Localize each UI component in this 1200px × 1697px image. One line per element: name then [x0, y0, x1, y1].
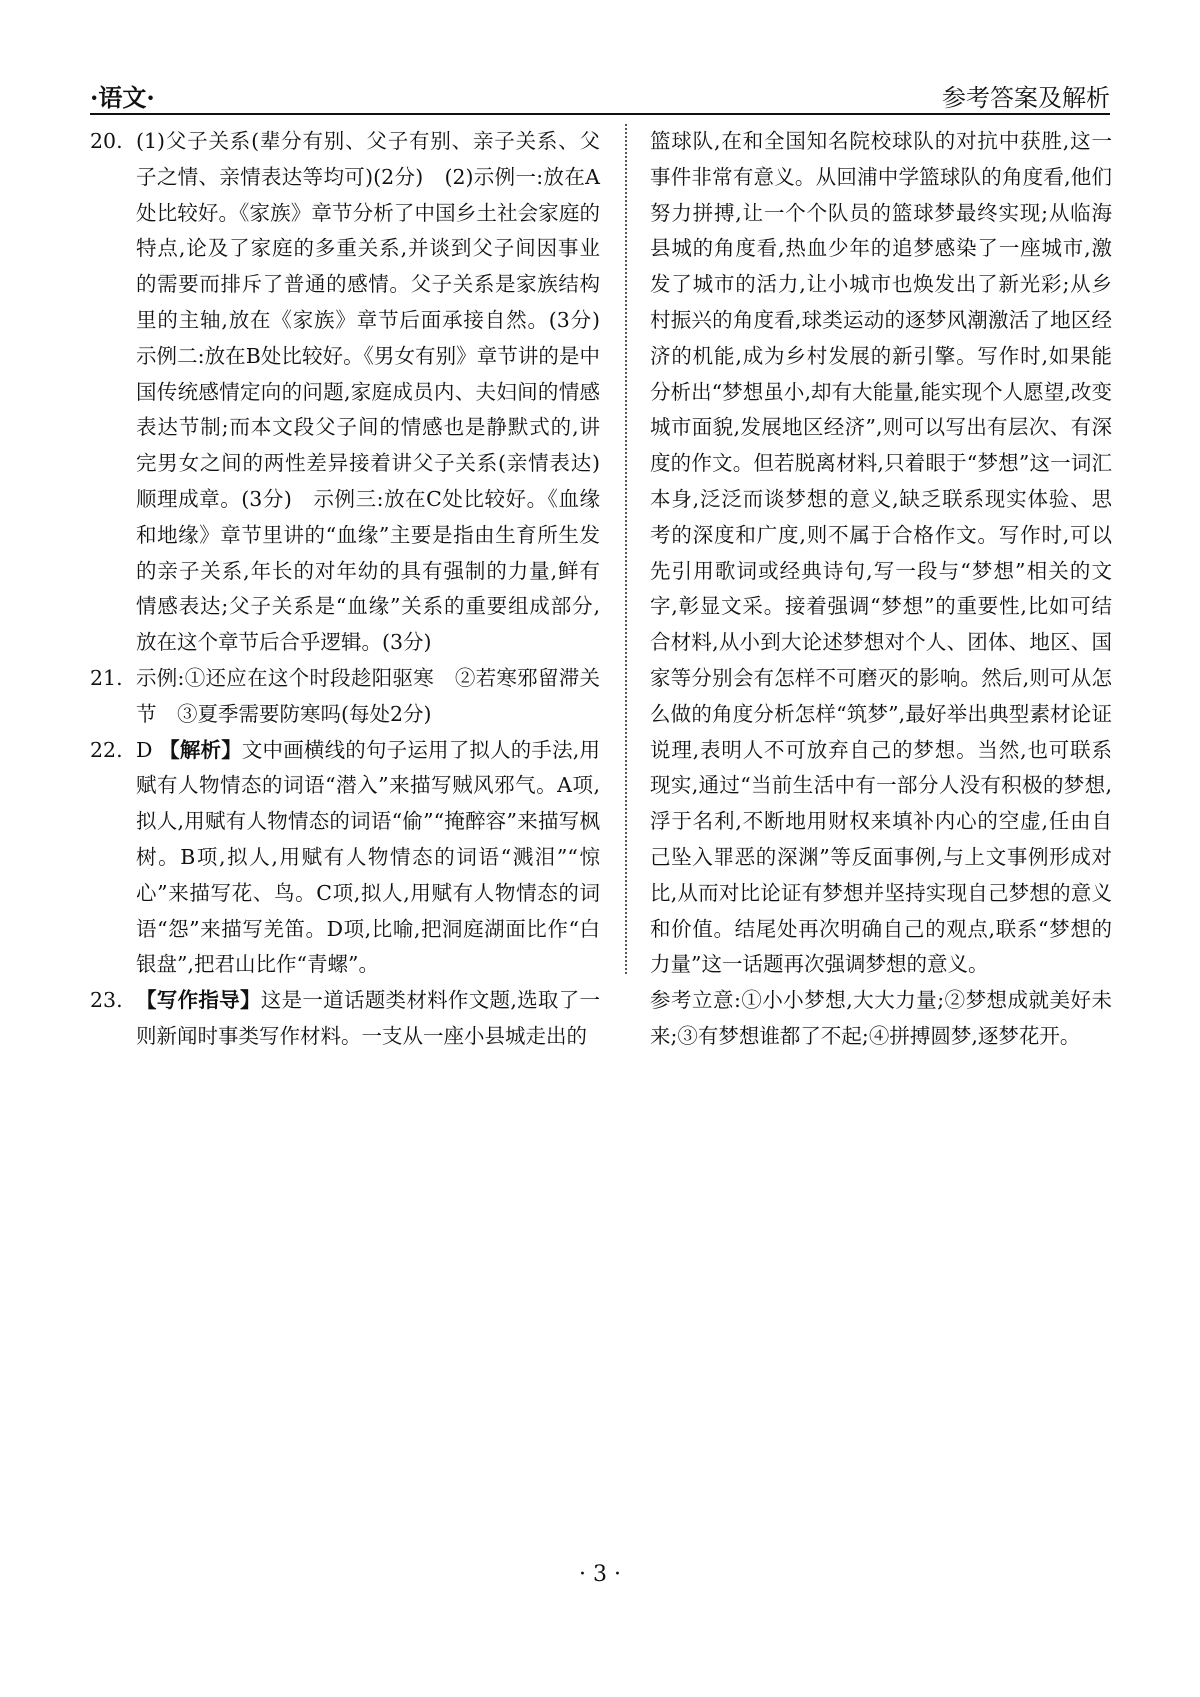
answer-text: 示例:①还应在这个时段趁阳驱寒 ②若寒邪留滞关节 ③夏季需要防寒吗(每处2分) — [136, 665, 600, 726]
question-number: 20. — [90, 129, 123, 153]
question-number: 21. — [90, 665, 123, 690]
question-number: 22. — [90, 737, 123, 762]
page-header — [90, 78, 1110, 114]
question-21 — [90, 661, 600, 733]
answer-text: 文中画横线的句子运用了拟人的手法,用赋有人物情态的词语“潜入”来描写贼风邪气。A项,拟人,用赋有人物情态的词语“偷”“掩醉容”来描写枫树。B项,拟人,用赋有人物情态的词语“溅泪”“惊心”来描写花、鸟。C项,拟人,用赋有人物情态的词语“怨”来描写羌笛。D项,比喻,把洞庭湖面比作“白银盘”,把君山比作“青螺”。 — [136, 737, 600, 977]
question-23 — [90, 983, 600, 1055]
page-number: · 3 · — [579, 1562, 621, 1587]
writing-guide-continued: 篮球队,在和全国知名院校球队的对抗中获胜,这一事件非常有意义。从回浦中学篮球队的角度看,他们努力拼搏,让一个个队员的篮球梦最终实现;从临海县城的角度看,热血少年的追梦感染了一座城市,激发了城市的活力,让小城市也焕发出了新光彩;从乡村振兴的角度看,球类运动的逐梦风潮激活了地区经济的机能,成为乡村发展的新引擎。写作时,如果能分析出“梦想虽小,却有大能量,能实现个人愿望,改变城市面貌,发展地区经济”,则可以写出有层次、有深度的作文。但若脱离材料,只着眼于“梦想”这一词汇本身,泛泛而谈梦想的意义,缺乏联系现实体验、思考的深度和广度,则不属于合格作文。写作时,可以先引用歌词或经典诗句,写一段与“梦想”相关的文字,彰显文采。接着强调“梦想”的重要性,比如可结合材料,从小到大论述梦想对个人、团体、地区、国家等分别会有怎样不可磨灭的影响。然后,则可从怎么做的角度分析怎样“筑梦”,最好举出典型素材论证说理,表明人不可放弃自己的梦想。当然,也可联系现实,通过“当前生活中有一部分人没有积极的梦想,浮于名利,不断地用财权来填补内心的空虚,任由自己坠入罪恶的深渊”等反面事例,与上文事例形成对比,从而对比论证有梦想并坚持实现自己梦想的意义和价值。结尾处再次明确自己的观点,联系“梦想的力量”这一话题再次强调梦想的意义。 — [650, 129, 1112, 977]
analysis-tag: 【解析】 — [159, 737, 242, 762]
right-column — [650, 124, 1112, 1055]
question-20 — [90, 124, 621, 661]
left-column — [90, 124, 621, 1055]
question-22 — [90, 733, 600, 984]
question-number: 23. — [90, 988, 123, 1013]
answer-text: 这是一道话题类材料作文题,选取了一则新闻时事类写作材料。一支从一座小县城走出的 — [136, 988, 601, 1048]
header-divider — [90, 113, 1110, 115]
answer-choice: D — [136, 737, 153, 762]
answer-text: (1)父子关系(辈分有别、父子有别、亲子关系、父子之情、亲情表达等均可)(2分) (2)示例一:放在A处比较好。《家族》章节分析了中国乡土社会家庭的特点,论及了家庭的多重关系,并谈到父子间因事业的需要而排斥了普通的感情。父子关系是家族结构里的主轴,放在《家族》章节后面承接自然。(3分) 示例二:放在B处比较好。《男女有别》章节讲的是中国传统感情定向的问题,家庭成员内、夫妇间的情感表达节制;而本文段父子间的情感也是静默式的,讲完男女之间的两性差异接着讲父子关系(亲情表达)顺理成章。(3分) 示例三:放在C处比较好。《血缘和地缘》章节里讲的“血缘”主要是指由生育所生发的亲子关系,年长的对年幼的具有强制的力量,鲜有情感表达;父子关系是“血缘”关系的重要组成部分,放在这个章节后合乎逻辑。(3分) — [136, 129, 621, 655]
column-divider — [625, 124, 627, 974]
reference-ideas: 参考立意:①小小梦想,大大力量;②梦想成就美好未来;③有梦想谁都了不起;④拼搏圆梦,逐梦花开。 — [650, 988, 1112, 1048]
header-title: 参考答案及解析 — [942, 84, 1110, 112]
subject-label: ·语文· — [90, 83, 155, 112]
writing-guide-tag: 【写作指导】 — [136, 988, 261, 1013]
